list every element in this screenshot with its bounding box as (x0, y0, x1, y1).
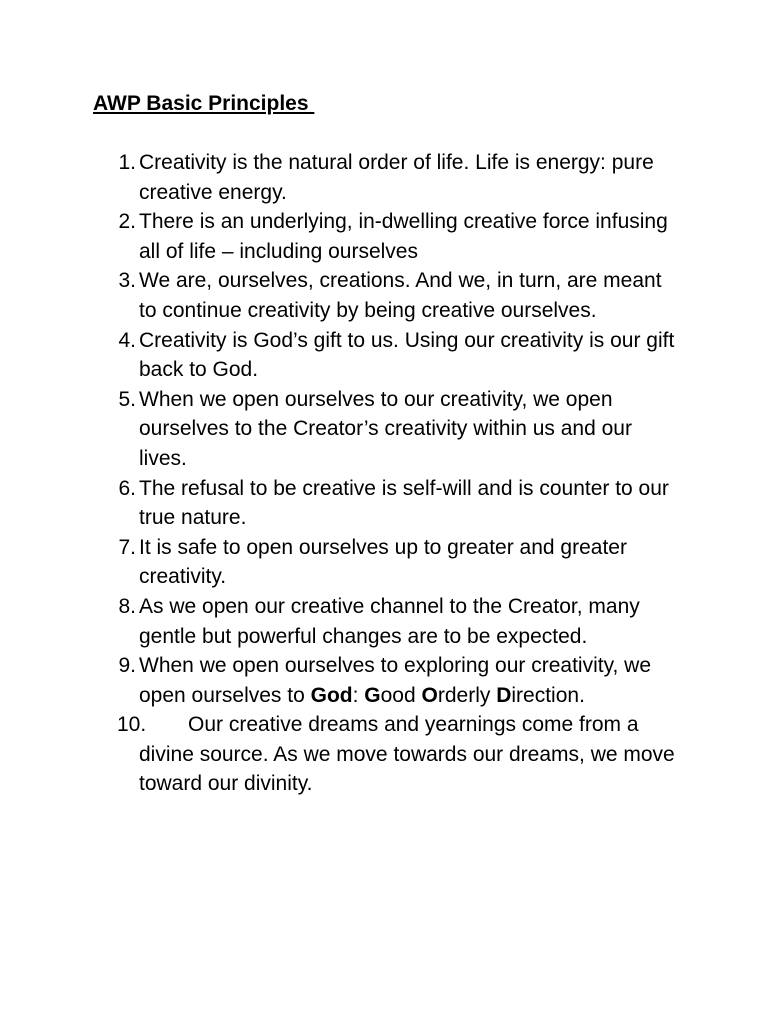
list-item (0, 710, 684, 799)
list-item (0, 592, 684, 651)
list-item (0, 326, 684, 385)
item-number: 6. (118, 476, 136, 500)
item-text-part: rderly (437, 683, 497, 707)
list-item (0, 207, 684, 266)
item-text: Creativity is God’s gift to us. Using our creativity is our gift back to God. (139, 328, 675, 382)
item-number: 4. (118, 328, 136, 352)
list-item (0, 148, 684, 207)
item-number: 7. (118, 535, 136, 559)
item-text: When we open ourselves to our creativity, we open ourselves to the Creator’s creativity within us and our lives. (139, 387, 632, 470)
item-text: There is an underlying, in-dwelling creative force infusing all of life – including ourselves (139, 210, 668, 263)
item-text-part: Our creative dreams and yearnings come from a divine source. As we move towards our dreams, we move toward our divinity. (139, 713, 675, 796)
item-number: 2. (118, 210, 136, 234)
item-text: As we open our creative channel to the Creator, many gentle but powerful changes are to be expected. (139, 594, 640, 648)
item-number: 9. (118, 654, 136, 678)
item-text: Creativity is the natural order of life. Life is energy: pure creative energy. (139, 151, 654, 204)
list-item (0, 533, 684, 592)
list-item (0, 474, 684, 533)
item-text (139, 654, 651, 707)
item-number: 3. (118, 269, 136, 293)
item-text-part: When we open ourselves to exploring our creativity, we open ourselves to (139, 654, 652, 707)
item-text: The refusal to be creative is self-will and is counter to our true nature. (139, 476, 669, 530)
list-item (0, 266, 684, 325)
item-text-part: : (352, 683, 365, 707)
god-bold: God (310, 683, 353, 707)
acronym-letter-d: D (496, 683, 512, 707)
item-text: It is safe to open ourselves up to greater and greater creativity. (139, 535, 627, 589)
list-item (0, 385, 684, 474)
item-number: 10. (117, 713, 147, 737)
item-text: We are, ourselves, creations. And we, in turn, are meant to continue creativity by being creative ourselves. (139, 269, 662, 322)
item-text (139, 713, 675, 795)
item-text-part: ood (380, 683, 422, 707)
acronym-letter-o: O (421, 683, 438, 707)
item-number: 5. (118, 387, 136, 411)
document-title: AWP Basic Principles (93, 92, 315, 115)
principles-list (0, 148, 768, 799)
item-text-part: irection. (511, 683, 585, 707)
acronym-letter-g: G (364, 683, 381, 707)
item-number: 1. (118, 151, 136, 174)
item-number: 8. (118, 594, 136, 618)
list-item (0, 651, 684, 710)
